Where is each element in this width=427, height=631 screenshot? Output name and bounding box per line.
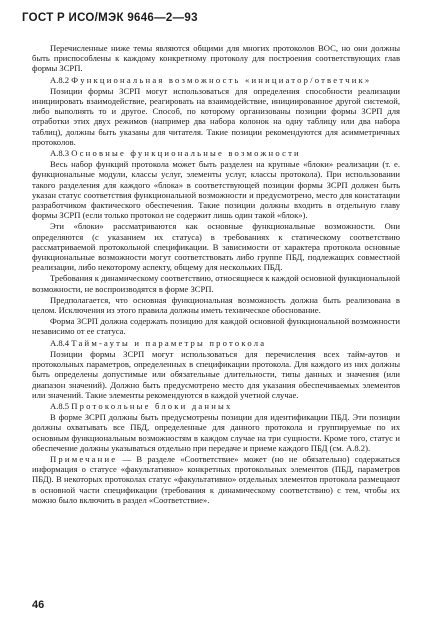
- paragraph: Предполагается, что основная функциональная возможность должна быть реализована в целом. Исключения из этого правила должны иметь техническое обоснование.: [32, 294, 400, 316]
- page-number: 46: [32, 599, 45, 611]
- paragraph: Весь набор функций протокола может быть разделен на крупные «блоки» реализации (т. е. функциональные модули, классы услуг, элементы услуг, классы протокола). При использовании такого разделения для каждого «блока» в соответствующей позиции формы ЗСРП должен быть указан статус соответствия функциональной возможности и предусмотрено, место для констатации разработчиком фактического обеспечения. Такие позиции должны входить в отдельную главу формы ЗСРП (если только протокол не содержит лишь один такой «блок»).: [32, 159, 400, 221]
- note-label: Примечание: [50, 453, 118, 464]
- paragraph: Форма ЗСРП должна содержать позицию для каждой основной функциональной возможности независимо от ее статуса.: [32, 316, 400, 337]
- section-title: Протокольные блоки данных: [71, 400, 233, 411]
- paragraph: Перечисленные ниже темы являются общими для многих протоколов ВОС, но они должны быть приспособлены к каждому конкретному протоколу для построения соответствующих глав формы ЗСРП.: [32, 43, 400, 74]
- page-header: ГОСТ Р ИСО/МЭК 9646—2—93: [22, 12, 198, 24]
- paragraph: Эти «блоки» рассматриваются как основные функциональные возможности. Они определяются (с указанием их статуса) в требованиях к статическому соответствию рассматриваемой протокольной спецификации. В зависимости от характера протокола основные функциональные возможности могут соответствовать либо группе ПБД, подлежащих совместной реализации, либо некоторому аспекту, общему для нескольких ПБД.: [32, 221, 400, 273]
- document-body: [32, 43, 400, 505]
- paragraph: В форме ЗСРП должны быть предусмотрены позиции для идентификации ПБД. Эти позиции должны охватывать все ПБД, определенные для данного протокола и группируемые по их основным функциональным возможностям в каждом случае на три сущности. Кроме того, статус и обеспечение должны указываться отдельно при передаче и приеме каждого ПБД (см. А.8.2).: [32, 412, 400, 453]
- note-paragraph: [32, 454, 400, 505]
- paragraph: Позиции формы ЗСРП могут использоваться для определения способности реализации инициировать взаимодействие, реагировать на взаимодействие, инициированное другой системой, либо выполнять то и другое. Способ, по которому организованы позиции формы ЗСРП для отработки этих двух режимов (например два набора колонок на одну таблицу или два набора таблиц), должны быть указаны для читателя. Такие позиции рекомендуются для асимметричных протоколов.: [32, 85, 400, 147]
- section-number: А.8.3: [50, 148, 70, 159]
- paragraph: Позиции формы ЗСРП могут использоваться для перечисления всех тайм-аутов и протокольных параметров, определенных в спецификации протокола. Для каждого из них должны быть определены допустимые или обязательные длительности, типы данных и значения (или диапазон значений). Должно быть предусмотрено место для указания обеспечиваемых элементов или значений. Такие элементы рекомендуются в каждой учетной случае.: [32, 348, 400, 400]
- section-title: Функциональная возможность «инициатор/ответчик»: [71, 74, 372, 85]
- section-heading: [32, 148, 400, 158]
- section-heading: [32, 401, 400, 411]
- section-title: Основные функциональные возможности: [71, 148, 301, 159]
- section-number: А.8.2: [50, 74, 70, 85]
- section-heading: [32, 338, 400, 348]
- section-title: Тайм-ауты и параметры протокола: [71, 337, 267, 348]
- paragraph: Требования к динамическому соответствию, относящиеся к каждой основной функциональной возможности, не воспроизводятся в форме ЗСРП.: [32, 273, 400, 294]
- section-number: А.8.5: [50, 400, 70, 411]
- section-heading: [32, 75, 400, 85]
- note-text: — В разделе «Соответствие» может (но не обязательно) содержаться информация о статусе «факультативно» конкретных протокольных элементов (ПБД, параметров ПБД). В некоторых протоколах статус «факультативно» отдельных элементов протокола размещают в основной части спецификации (требования к динамическому соответствию) с тем, чтобы их можно было включить в раздел «Соответствие».: [32, 453, 400, 505]
- section-number: А.8.4: [50, 337, 70, 348]
